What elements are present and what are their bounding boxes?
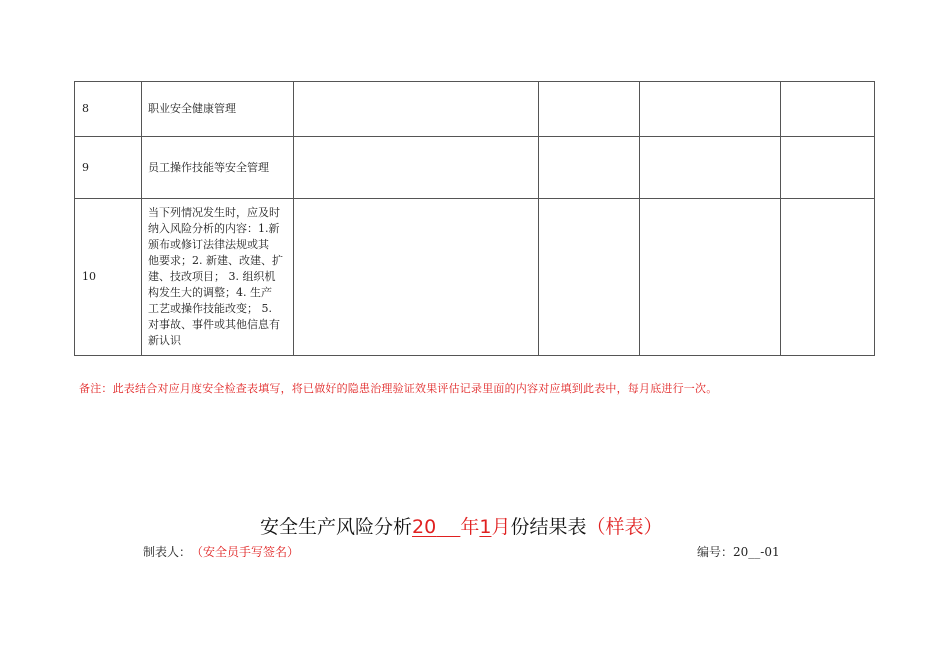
table-cell — [539, 199, 640, 356]
row-item: 当下列情况发生时，应及时 纳入风险分析的内容：1.新 颁布或修订法律法规或其 他要求；2. 新建、改建、扩 建、技改项目； 3. 组织机 构发生大的调整；4. 生产 工艺或操作技能改变； 5. 对事故、事件或其他信息有 新认识 — [142, 199, 294, 356]
table-row — [75, 137, 875, 199]
title-month: 1 — [479, 516, 492, 538]
table-cell — [640, 199, 781, 356]
table-cell — [539, 137, 640, 199]
row-item: 员工操作技能等安全管理 — [142, 137, 294, 199]
table-cell — [294, 137, 539, 199]
table-maker — [143, 543, 299, 560]
page-title — [260, 512, 663, 539]
table-cell — [640, 137, 781, 199]
table-cell — [294, 82, 539, 137]
maker-signature-hint: （安全员手写签名） — [197, 545, 300, 559]
table-row — [75, 82, 875, 137]
serial-number: 编号：20__-01 — [697, 545, 780, 559]
title-sample-suffix: （样表） — [586, 516, 663, 538]
table-cell — [539, 82, 640, 137]
row-item: 职业安全健康管理 — [142, 82, 294, 137]
remark-note: 备注：此表结合对应月度安全检查表填写，将已做好的隐患治理验证效果评估记录里面的内容对应填到此表中，每月底进行一次。 — [79, 382, 718, 395]
table-cell — [781, 199, 875, 356]
title-result-table: 份结果表 — [510, 516, 587, 538]
row-number: 9 — [75, 137, 142, 199]
title-month-label: 月 — [491, 516, 511, 538]
row-number: 8 — [75, 82, 142, 137]
table-cell — [294, 199, 539, 356]
title-main: 安全生产风险分析 — [260, 516, 413, 538]
title-year-label: 年 — [460, 516, 480, 538]
table-cell — [781, 137, 875, 199]
maker-label: 制表人： — [143, 545, 192, 559]
risk-analysis-table — [74, 81, 875, 356]
title-year-field: 20 — [412, 516, 437, 538]
row-number: 10 — [75, 199, 142, 356]
table-row — [75, 199, 875, 356]
table-cell — [640, 82, 781, 137]
table-cell — [781, 82, 875, 137]
